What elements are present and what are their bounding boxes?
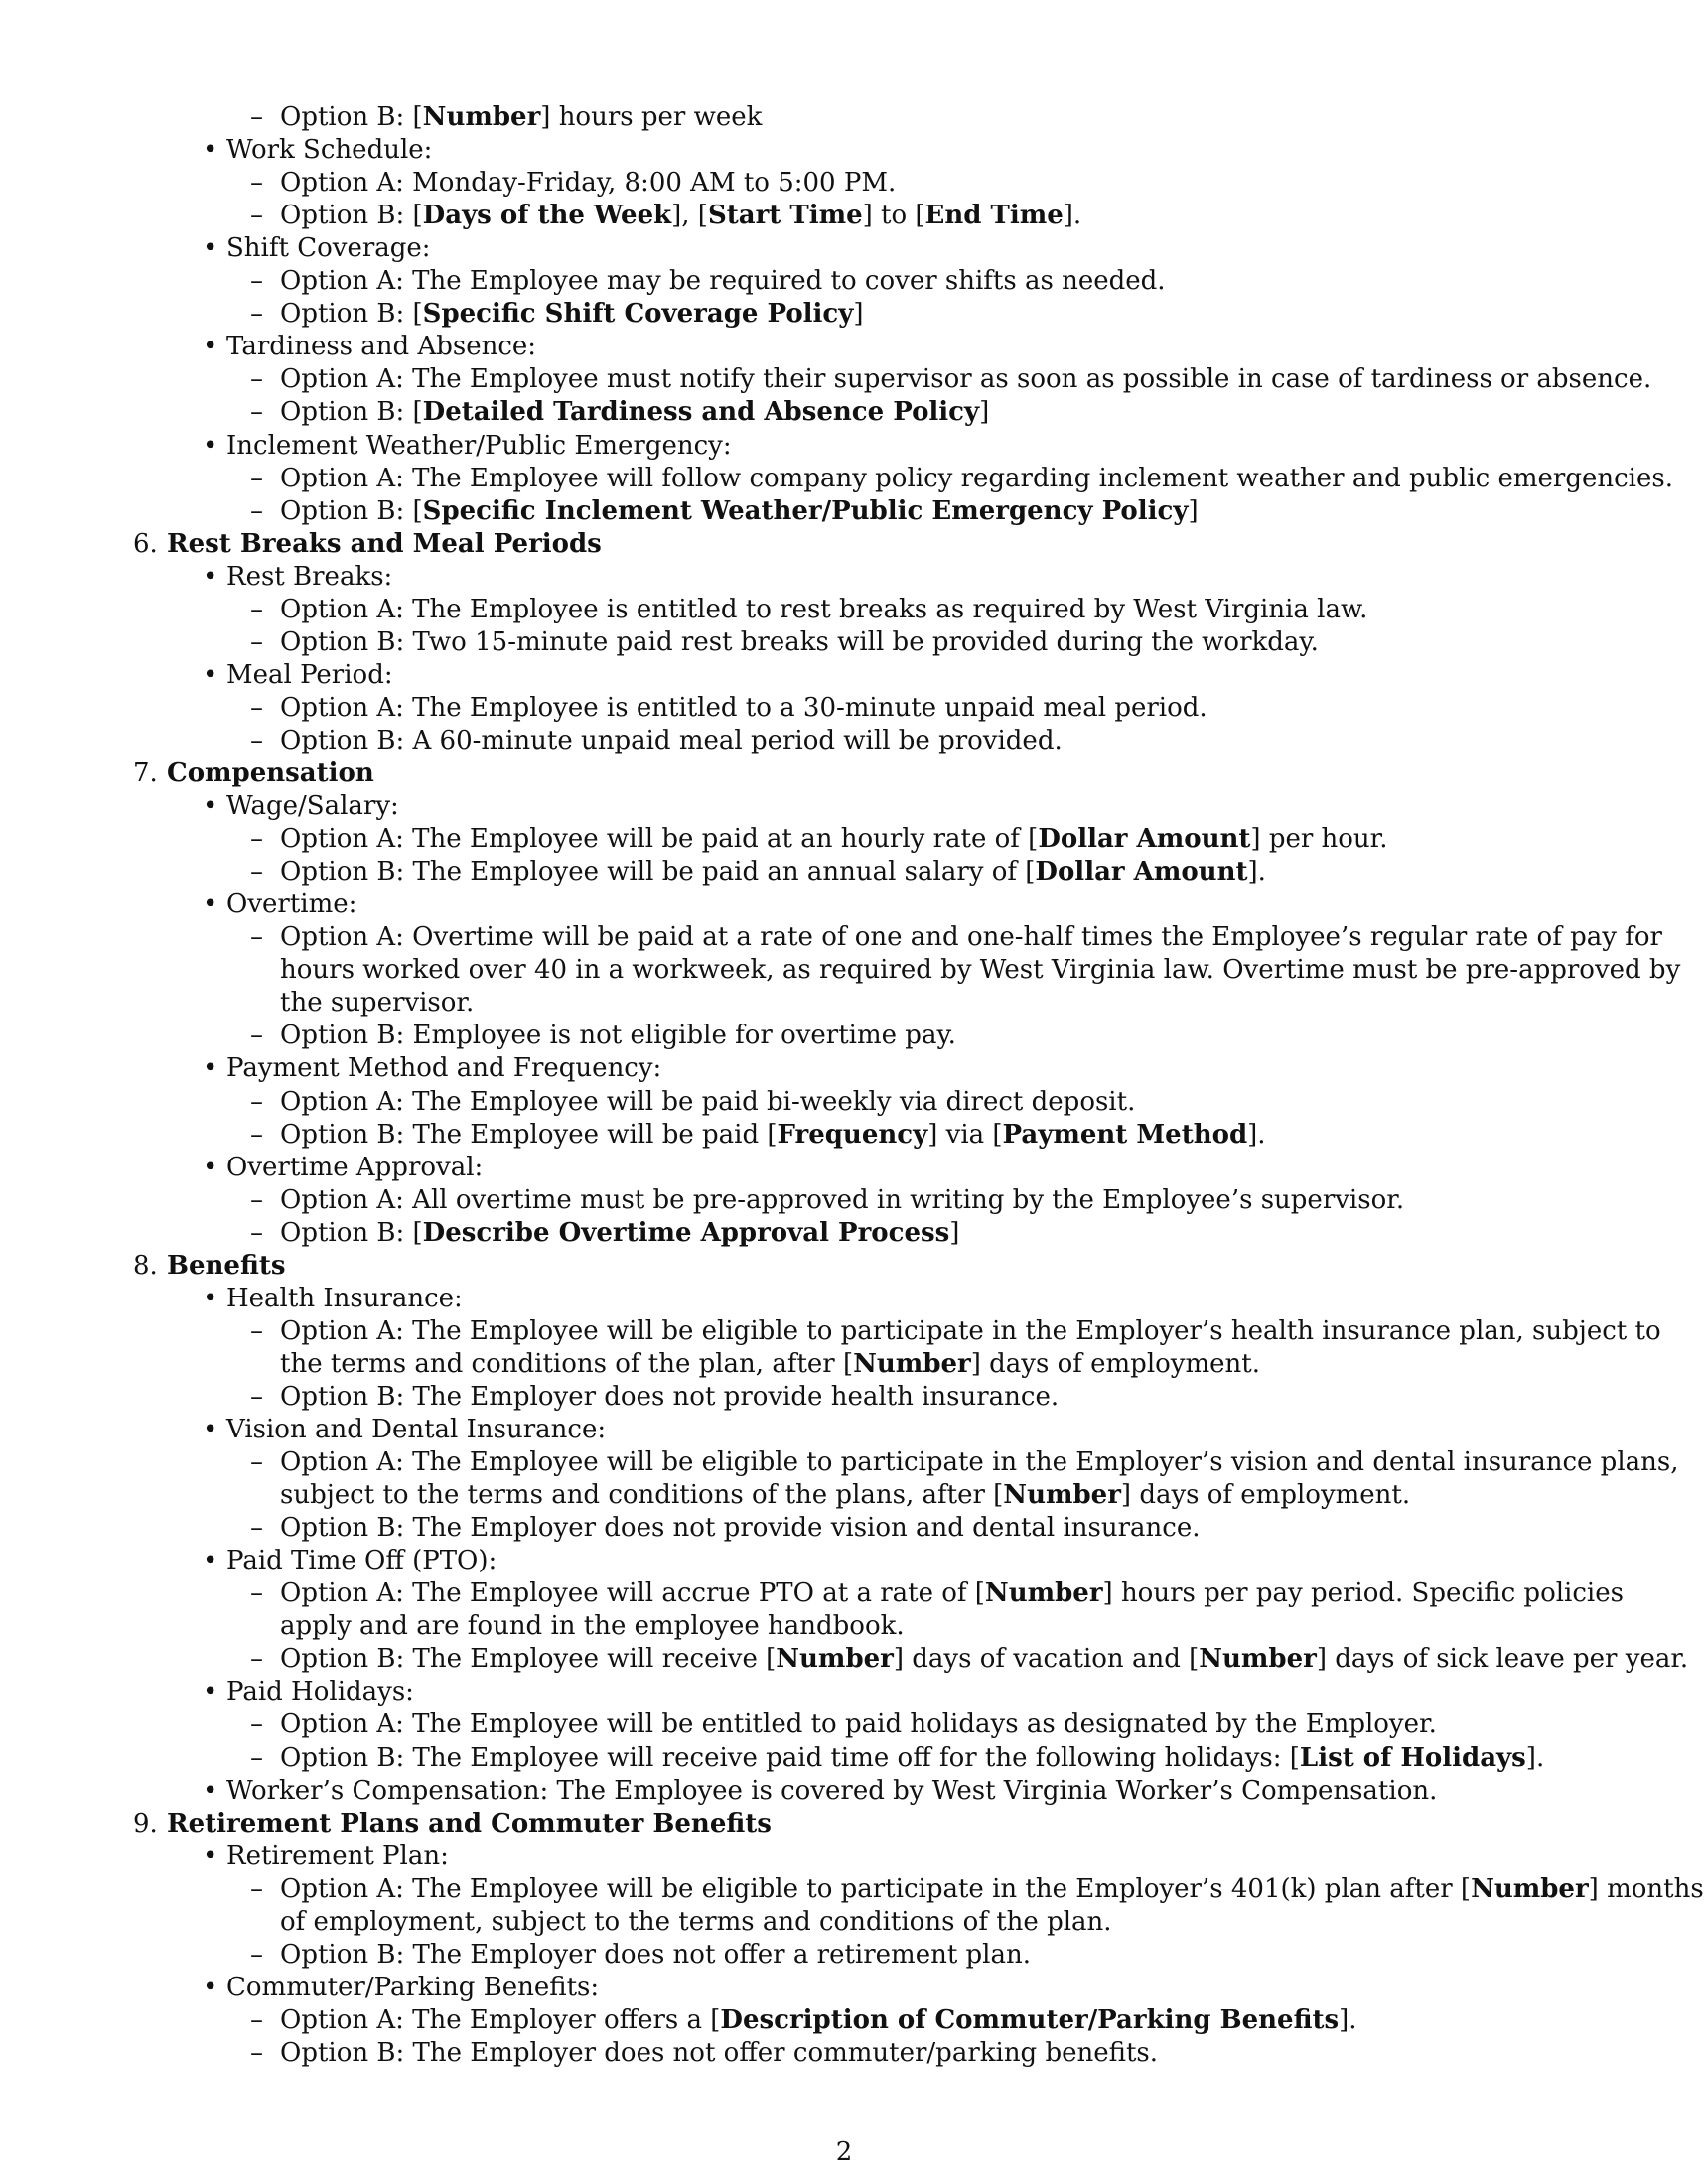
bullet-icon: • bbox=[203, 1152, 218, 1182]
dash-icon: – bbox=[250, 397, 263, 428]
bullet-icon: • bbox=[203, 1677, 218, 1707]
dash-icon: – bbox=[250, 824, 263, 855]
option-item: – Option B: The Employee will be paid [Frequency] via [Payment Method]. bbox=[250, 1119, 1266, 1150]
option-item: – Option A: The Employee may be required to cover shifts as needed. bbox=[250, 266, 1166, 297]
section-title: Benefits bbox=[167, 1250, 286, 1281]
placeholder-field: Description of Commuter/Parking Benefits bbox=[720, 2004, 1340, 2035]
bullet-item: • Inclement Weather/Public Emergency: bbox=[203, 430, 732, 461]
option-item: – Option B: [Specific Shift Coverage Policy] bbox=[250, 299, 864, 330]
placeholder-field: Days of the Week bbox=[422, 201, 672, 231]
dash-icon: – bbox=[250, 857, 263, 887]
dash-icon: – bbox=[250, 2037, 263, 2068]
bullet-item: • Tardiness and Absence: bbox=[203, 332, 537, 362]
bullet-icon: • bbox=[203, 889, 218, 920]
placeholder-field: Detailed Tardiness and Absence Policy bbox=[422, 397, 980, 428]
option-item: – Option A: The Employee will be paid bi-weekly via direct deposit. bbox=[250, 1086, 1136, 1117]
option-item: – Option B: A 60-minute unpaid meal period will be provided. bbox=[250, 725, 1063, 755]
bullet-icon: • bbox=[203, 1841, 218, 1871]
bullet-item: • Wage/Salary: bbox=[203, 791, 399, 821]
bullet-item: • Health Insurance: bbox=[203, 1283, 463, 1313]
option-item: – Option B: The Employee will be paid an annual salary of [Dollar Amount]. bbox=[250, 857, 1266, 887]
section-number: 7. bbox=[133, 758, 158, 788]
dash-icon: – bbox=[250, 1578, 263, 1609]
option-item: – Option A: The Employee will accrue PTO at a rate of [Number] hours per pay period. Specific policies bbox=[250, 1578, 1624, 1609]
bullet-icon: • bbox=[203, 1283, 218, 1313]
dash-icon: – bbox=[250, 495, 263, 526]
dash-icon: – bbox=[250, 1513, 263, 1544]
dash-icon: – bbox=[250, 1021, 263, 1051]
bullet-icon: • bbox=[203, 659, 218, 690]
section-heading bbox=[133, 528, 602, 560]
section-heading bbox=[133, 1808, 772, 1840]
section-title: Retirement Plans and Commuter Benefits bbox=[167, 1808, 772, 1839]
option-item: – Option A: The Employee will be eligible to participate in the Employer’s vision and dental insurance plans, bbox=[250, 1447, 1679, 1477]
option-item: – Option A: The Employee will be entitled to paid holidays as designated by the Employer. bbox=[250, 1709, 1437, 1740]
dash-icon: – bbox=[250, 463, 263, 493]
option-item: – Option A: The Employee will be paid at an hourly rate of [Dollar Amount] per hour. bbox=[250, 824, 1388, 855]
dash-icon: – bbox=[250, 1742, 263, 1773]
placeholder-field: Number bbox=[984, 1578, 1103, 1609]
placeholder-field: Number bbox=[776, 1644, 894, 1675]
option-item: – Option A: The Employer offers a [Description of Commuter/Parking Benefits]. bbox=[250, 2004, 1357, 2035]
option-item: – Option A: The Employee will be eligible to participate in the Employer’s 401(k) plan after [Number] months bbox=[250, 1873, 1704, 1904]
section-title: Rest Breaks and Meal Periods bbox=[167, 528, 602, 559]
placeholder-field: Payment Method bbox=[1002, 1119, 1248, 1150]
bullet-item: • Work Schedule: bbox=[203, 135, 433, 166]
option-item: – Option A: The Employee must notify their supervisor as soon as possible in case of tardiness or absence. bbox=[250, 364, 1652, 395]
dash-icon: – bbox=[250, 266, 263, 297]
option-item: – Option A: The Employee is entitled to rest breaks as required by West Virginia law. bbox=[250, 594, 1368, 624]
bullet-icon: • bbox=[203, 1972, 218, 2002]
option-continuation: apply and are found in the employee handbook. bbox=[280, 1611, 905, 1642]
dash-icon: – bbox=[250, 299, 263, 330]
dash-icon: – bbox=[250, 594, 263, 624]
bullet-item: • Retirement Plan: bbox=[203, 1841, 449, 1871]
bullet-item: • Worker’s Compensation: The Employee is covered by West Virginia Worker’s Compensation. bbox=[203, 1775, 1438, 1806]
option-item: – Option B: [Number] hours per week bbox=[250, 102, 763, 132]
bullet-item: • Paid Holidays: bbox=[203, 1677, 414, 1707]
placeholder-field: Describe Overtime Approval Process bbox=[422, 1217, 950, 1248]
option-item: – Option A: Overtime will be paid at a rate of one and one-half times the Employee’s regular rate of pay for bbox=[250, 922, 1662, 953]
bullet-icon: • bbox=[203, 1775, 218, 1806]
bullet-icon: • bbox=[203, 135, 218, 166]
dash-icon: – bbox=[250, 364, 263, 395]
section-number: 8. bbox=[133, 1250, 158, 1281]
option-continuation: the supervisor. bbox=[280, 988, 475, 1019]
dash-icon: – bbox=[250, 1939, 263, 1970]
section-heading bbox=[133, 757, 374, 789]
option-item: – Option B: Employee is not eligible for overtime pay. bbox=[250, 1021, 956, 1051]
dash-icon: – bbox=[250, 102, 263, 132]
bullet-icon: • bbox=[203, 1546, 218, 1576]
dash-icon: – bbox=[250, 1447, 263, 1477]
bullet-icon: • bbox=[203, 233, 218, 264]
bullet-item: • Commuter/Parking Benefits: bbox=[203, 1972, 600, 2002]
section-number: 9. bbox=[133, 1808, 158, 1839]
dash-icon: – bbox=[250, 2004, 263, 2035]
bullet-item: • Paid Time Off (PTO): bbox=[203, 1546, 497, 1576]
dash-icon: – bbox=[250, 626, 263, 657]
placeholder-field: List of Holidays bbox=[1299, 1742, 1526, 1773]
placeholder-field: Start Time bbox=[707, 201, 863, 231]
option-continuation: hours worked over 40 in a workweek, as required by West Virginia law. Overtime must be pre-approved by bbox=[280, 955, 1681, 986]
option-item: – Option B: The Employer does not provide vision and dental insurance. bbox=[250, 1513, 1201, 1544]
bullet-icon: • bbox=[203, 1053, 218, 1084]
option-item: – Option B: [Describe Overtime Approval Process] bbox=[250, 1217, 960, 1248]
option-item: – Option A: Monday-Friday, 8:00 AM to 5:00 PM. bbox=[250, 168, 897, 199]
placeholder-field: Number bbox=[1471, 1873, 1589, 1904]
section-heading bbox=[133, 1250, 286, 1282]
placeholder-field: Specific Shift Coverage Policy bbox=[422, 299, 854, 330]
placeholder-field: Frequency bbox=[777, 1119, 928, 1150]
dash-icon: – bbox=[250, 1184, 263, 1215]
placeholder-field: Dollar Amount bbox=[1035, 857, 1248, 887]
option-continuation: the terms and conditions of the plan, after [Number] days of employment. bbox=[280, 1348, 1260, 1379]
option-item: – Option A: The Employee will be eligible to participate in the Employer’s health insurance plan, subject to bbox=[250, 1315, 1661, 1346]
placeholder-field: Specific Inclement Weather/Public Emergency Policy bbox=[422, 495, 1189, 526]
bullet-icon: • bbox=[203, 430, 218, 461]
placeholder-field: End Time bbox=[924, 201, 1064, 231]
dash-icon: – bbox=[250, 1119, 263, 1150]
dash-icon: – bbox=[250, 692, 263, 723]
option-item: – Option B: The Employer does not provide health insurance. bbox=[250, 1381, 1060, 1412]
bullet-icon: • bbox=[203, 791, 218, 821]
placeholder-field: Number bbox=[422, 102, 541, 132]
dash-icon: – bbox=[250, 1381, 263, 1412]
dash-icon: – bbox=[250, 168, 263, 199]
section-title: Compensation bbox=[167, 758, 374, 788]
bullet-item: • Payment Method and Frequency: bbox=[203, 1053, 662, 1084]
dash-icon: – bbox=[250, 922, 263, 953]
placeholder-field: Number bbox=[1199, 1644, 1317, 1675]
dash-icon: – bbox=[250, 725, 263, 755]
option-item: – Option B: [Specific Inclement Weather/Public Emergency Policy] bbox=[250, 495, 1199, 526]
bullet-item: • Overtime: bbox=[203, 889, 357, 920]
dash-icon: – bbox=[250, 1873, 263, 1904]
bullet-item: • Meal Period: bbox=[203, 659, 393, 690]
bullet-item: • Rest Breaks: bbox=[203, 561, 393, 592]
placeholder-field: Number bbox=[853, 1348, 971, 1379]
option-item: – Option B: [Detailed Tardiness and Absence Policy] bbox=[250, 397, 990, 428]
dash-icon: – bbox=[250, 201, 263, 231]
option-continuation: subject to the terms and conditions of the plans, after [Number] days of employment. bbox=[280, 1480, 1411, 1511]
option-item: – Option A: All overtime must be pre-approved in writing by the Employee’s supervisor. bbox=[250, 1184, 1405, 1215]
dash-icon: – bbox=[250, 1644, 263, 1675]
dash-icon: – bbox=[250, 1086, 263, 1117]
option-item: – Option B: The Employer does not offer a retirement plan. bbox=[250, 1939, 1032, 1970]
bullet-icon: • bbox=[203, 332, 218, 362]
bullet-item: • Vision and Dental Insurance: bbox=[203, 1415, 607, 1444]
dash-icon: – bbox=[250, 1217, 263, 1248]
option-item: – Option B: Two 15-minute paid rest breaks will be provided during the workday. bbox=[250, 626, 1319, 657]
placeholder-field: Number bbox=[1003, 1480, 1121, 1511]
bullet-icon: • bbox=[203, 1415, 218, 1444]
bullet-item: • Shift Coverage: bbox=[203, 233, 431, 264]
dash-icon: – bbox=[250, 1709, 263, 1740]
option-item: – Option B: The Employer does not offer commuter/parking benefits. bbox=[250, 2037, 1159, 2068]
option-item: – Option B: [Days of the Week], [Start Time] to [End Time]. bbox=[250, 201, 1082, 231]
option-item: – Option A: The Employee is entitled to a 30-minute unpaid meal period. bbox=[250, 692, 1207, 723]
bullet-item: • Overtime Approval: bbox=[203, 1152, 484, 1182]
option-item: – Option B: The Employee will receive [Number] days of vacation and [Number] days of sick leave per year. bbox=[250, 1644, 1689, 1675]
option-item: – Option A: The Employee will follow company policy regarding inclement weather and public emergencies. bbox=[250, 463, 1673, 493]
page-number: 2 bbox=[835, 2137, 853, 2167]
bullet-icon: • bbox=[203, 561, 218, 592]
option-continuation: of employment, subject to the terms and conditions of the plan. bbox=[280, 1906, 1112, 1937]
dash-icon: – bbox=[250, 1315, 263, 1346]
option-item: – Option B: The Employee will receive paid time off for the following holidays: [List of Holidays]. bbox=[250, 1742, 1545, 1773]
section-number: 6. bbox=[133, 528, 158, 559]
placeholder-field: Dollar Amount bbox=[1038, 824, 1251, 855]
